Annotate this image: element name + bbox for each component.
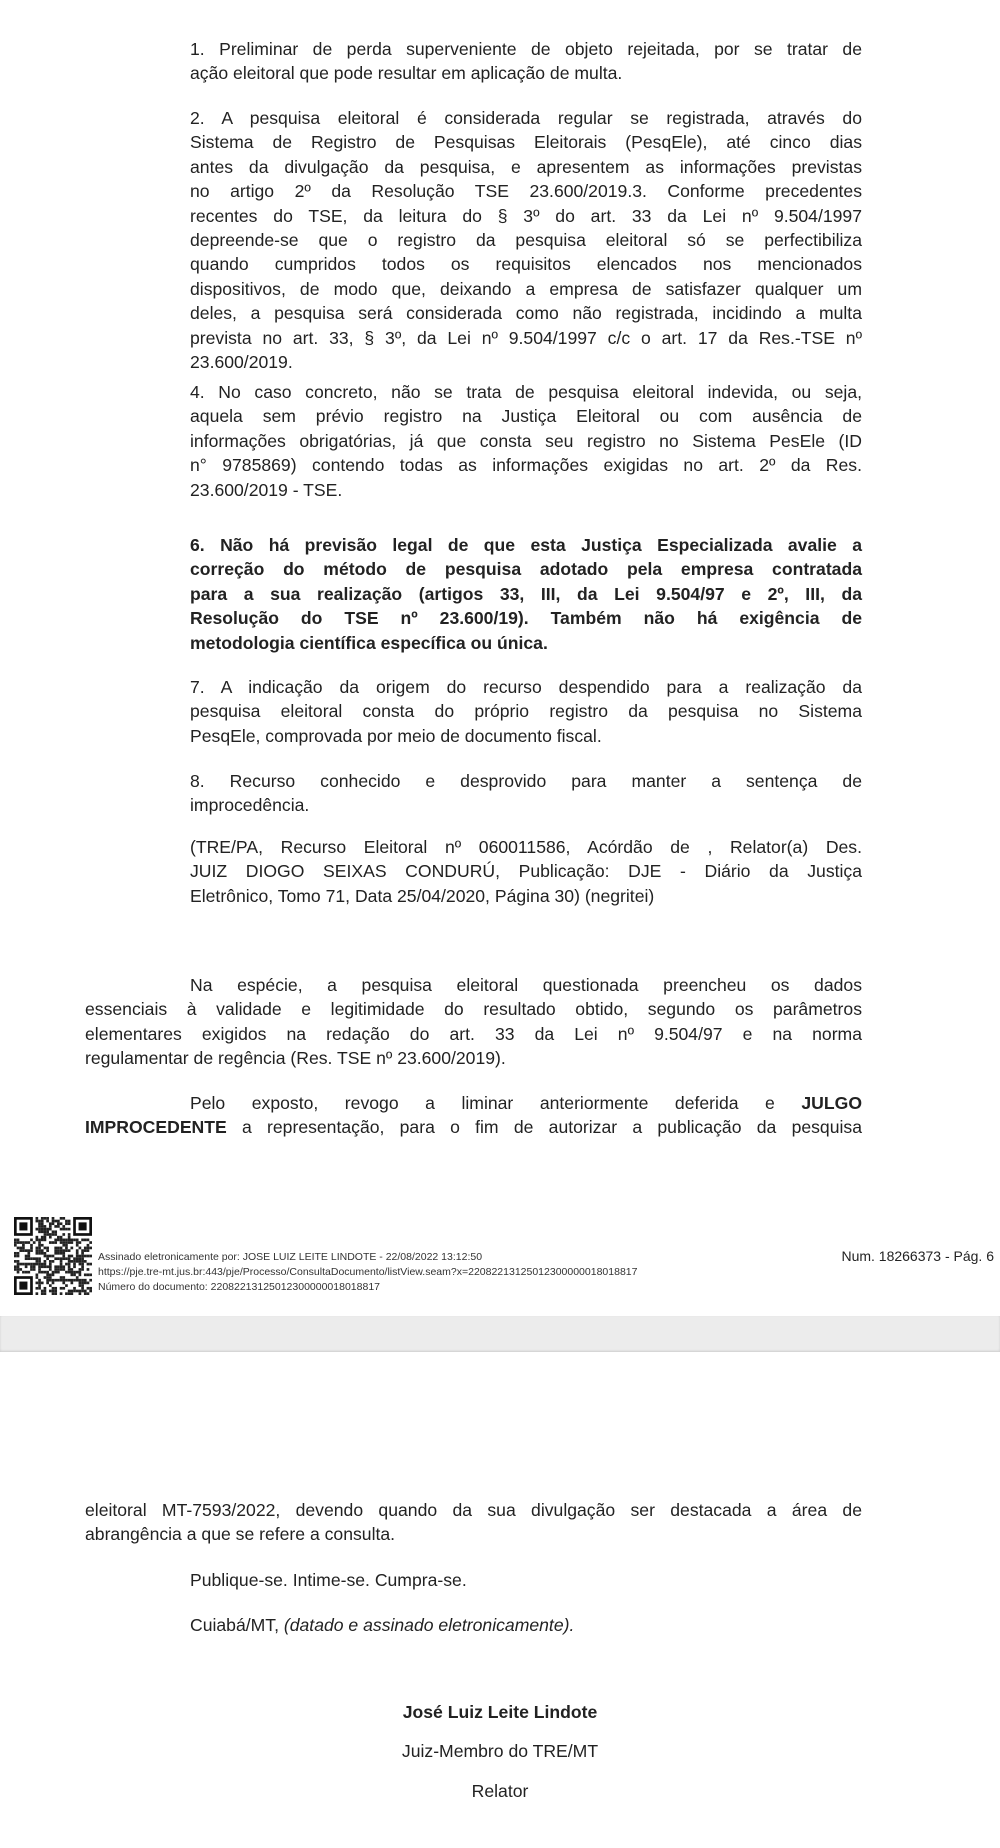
text-line: 23.600/2019 - TSE.	[190, 479, 343, 500]
text-line: pesquisa eleitoral consta do próprio registro da pesquisa no Sistema	[190, 701, 862, 722]
text-line: dispositivos, de modo que, deixando a empresa de satisfazer qualquer um	[190, 278, 862, 299]
text-line: Sistema de Registro de Pesquisas Eleitorais (PesqEle), até cinco dias	[190, 132, 862, 153]
item-6	[190, 533, 862, 655]
text-line: depreende-se que o registro da pesquisa eleitoral só se perfectibiliza	[190, 230, 862, 251]
item-8	[190, 769, 862, 818]
signature-footer	[0, 1215, 1000, 1305]
text-line: metodologia científica específica ou única.	[190, 632, 548, 653]
document-number: Número do documento: 22082213125012300000018018817	[98, 1281, 380, 1293]
text-line: PesqEle, comprovada por meio de documento fiscal.	[190, 725, 602, 746]
text-line: Na espécie, a pesquisa eleitoral questionada preencheu os dados	[190, 975, 862, 995]
text-line: 6. Não há previsão legal de que esta Justiça Especializada avalie a	[190, 535, 862, 555]
page-number: Num. 18266373 - Pág. 6	[841, 1248, 994, 1264]
text-line: 4. No caso concreto, não se trata de pesquisa eleitoral indevida, ou seja,	[190, 382, 862, 402]
signer-name: José Luiz Leite Lindote	[402, 1702, 598, 1722]
document-url[interactable]: https://pje.tre-mt.jus.br:443/pje/Processo/ConsultaDocumento/listView.seam?x=22082213125012300000018018817	[98, 1266, 638, 1278]
text-line: 2. A pesquisa eleitoral é considerada regular se registrada, através do	[190, 108, 862, 128]
text-line: (TRE/PA, Recurso Eleitoral nº 060011586, Acórdão de , Relator(a) Des.	[190, 837, 862, 857]
text-line: no artigo 2º da Resolução TSE 23.600/2019.3. Conforme precedentes	[190, 181, 862, 202]
paragraph-exposto: Pelo exposto, revogo a liminar anteriormente deferida e JULGO IMPROCEDENTE a representação, para o fim de autorizar a publicação da pesquisa	[85, 1093, 862, 1138]
signed-by: Assinado eletronicamente por: JOSE LUIZ LEITE LINDOTE - 22/08/2022 13:12:50	[98, 1251, 483, 1263]
text-line: JUIZ DIOGO SEIXAS CONDURÚ, Publicação: DJE - Diário da Justiça	[190, 861, 862, 882]
signer-title: Relator	[471, 1781, 529, 1801]
text-line: 8. Recurso conhecido e desprovido para manter a sentença de	[190, 771, 862, 791]
text-line: deles, a pesquisa será considerada como não registrada, incidindo a multa	[190, 303, 862, 324]
text-line: 7. A indicação da origem do recurso despendido para a realização da	[190, 677, 862, 697]
text-line: correção do método de pesquisa adotado pela empresa contratada	[190, 559, 862, 580]
text-line: improcedência.	[190, 795, 310, 816]
text-line: informações obrigatórias, já que consta seu registro no Sistema PesEle (ID	[190, 430, 862, 451]
item-4	[190, 380, 862, 502]
qr-code-icon	[14, 1217, 92, 1295]
text-line: elementares exigidos na redação do art. 33 da Lei nº 9.504/97 e na norma	[85, 1023, 862, 1044]
text-line: ação eleitoral que pode resultar em aplicação de multa.	[190, 63, 623, 84]
text-line: regulamentar de regência (Res. TSE nº 23.600/2019).	[85, 1048, 506, 1069]
place-date: Cuiabá/MT, (datado e assinado eletronicamente).	[190, 1615, 575, 1635]
paragraph-continuation	[85, 1498, 862, 1547]
citation	[190, 835, 862, 908]
text-line: essenciais à validade e legitimidade do resultado obtido, segundo os parâmetros	[85, 999, 862, 1020]
text-line: Resolução do TSE nº 23.600/19). Também não há exigência de	[190, 608, 862, 629]
item-7	[190, 675, 862, 748]
signer-role: Juiz-Membro do TRE/MT	[401, 1741, 599, 1761]
text-line: n° 9785869) contendo todas as informações exigidas no art. 2º da Res.	[190, 455, 862, 476]
text-line: 23.600/2019.	[190, 352, 293, 373]
text-line: abrangência a que se refere a consulta.	[85, 1524, 396, 1545]
paragraph-especie	[85, 973, 862, 1071]
text-line: recentes do TSE, da leitura do § 3º do art. 33 da Lei nº 9.504/1997	[190, 205, 862, 226]
text-line: antes da divulgação da pesquisa, e apresentem as informações previstas	[190, 156, 862, 177]
page-separator	[0, 1316, 1000, 1352]
publique: Publique-se. Intime-se. Cumpra-se.	[190, 1570, 467, 1590]
text-line: eleitoral MT-7593/2022, devendo quando da sua divulgação ser destacada a área de	[85, 1500, 862, 1520]
text-line: 1. Preliminar de perda superveniente de objeto rejeitada, por se tratar de	[190, 39, 862, 59]
item-1	[190, 37, 862, 86]
text-line: Eletrônico, Tomo 71, Data 25/04/2020, Página 30) (negritei)	[190, 885, 655, 906]
item-2	[190, 106, 862, 374]
text-line: quando cumpridos todos os requisitos elencados nos mencionados	[190, 254, 862, 275]
text-line: prevista no art. 33, § 3º, da Lei nº 9.504/1997 c/c o art. 17 da Res.-TSE nº	[190, 327, 862, 348]
text-line: aquela sem prévio registro na Justiça Eleitoral ou com ausência de	[190, 406, 862, 427]
text-line: para a sua realização (artigos 33, III, da Lei 9.504/97 e 2º, III, da	[190, 583, 862, 604]
